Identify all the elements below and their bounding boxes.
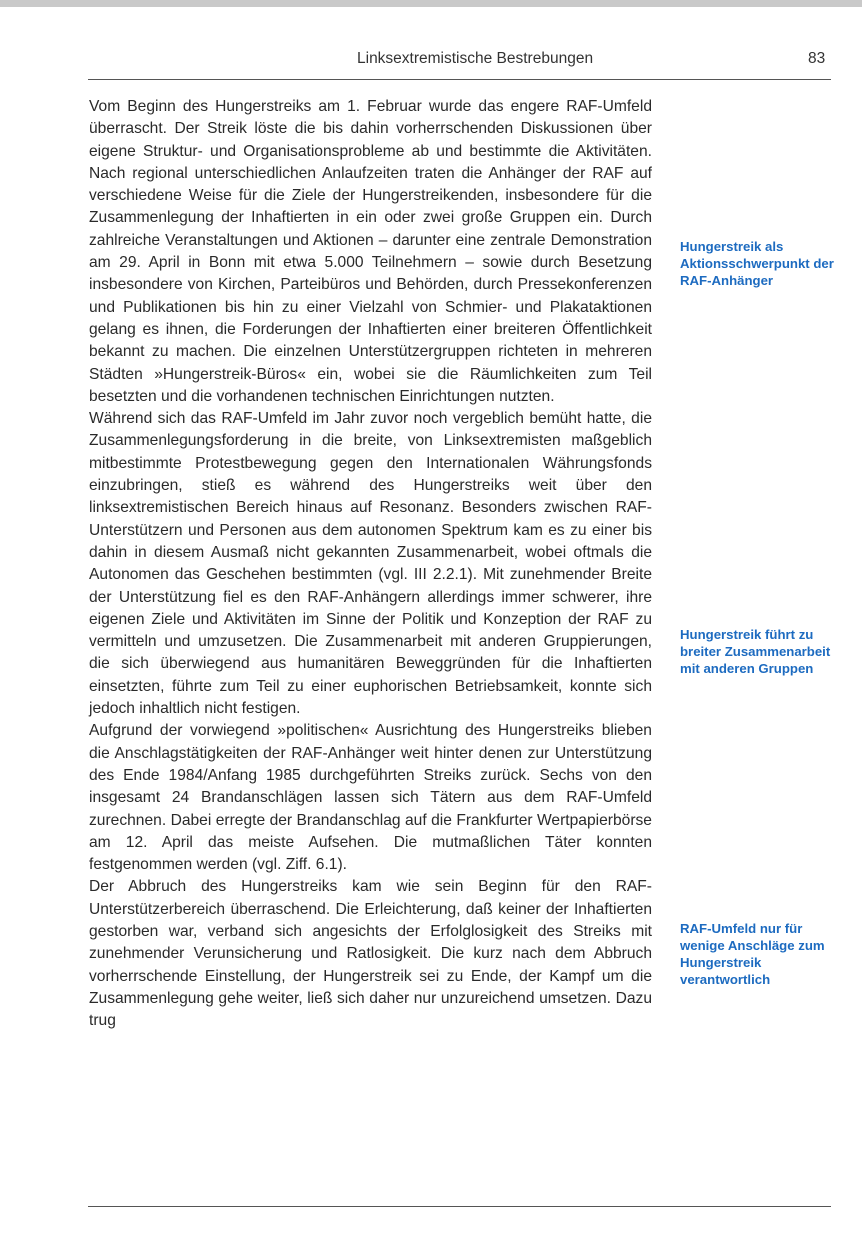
header-rule [88, 79, 831, 80]
running-title: Linksextremistische Bestrebungen [357, 50, 594, 67]
scan-edge [0, 0, 862, 7]
paragraph-4: Der Abbruch des Hungerstreiks kam wie sein Beginn für den RAF-Unterstützerbereich überraschend. Die Erleichterung, daß keiner der Inhaftierten gestorben war, verband sich angesichts der Erfolglosigkeit des Streiks mit zunehmender Verunsicherung und Ratlosigkeit. Die kurz nach dem Abbruch vorherrschende Einstellung, der Hungerstreik sei zu Ende, der Kampf um die Zusammenlegung gehe weiter, ließ sich daher nur unzureichend umsetzen. Dazu trug [89, 878, 652, 1030]
paragraph-2: Während sich das RAF-Umfeld im Jahr zuvor noch vergeblich bemüht hatte, die Zusammenlegungsforderung in die breite, von Linksextremisten maßgeblich mitbestimmte Protestbewegung gegen den Internationalen Währungsfonds einzubringen, stieß es während des Hungerstreiks weit über den linksextremistischen Bereich hinaus auf Resonanz. Besonders zwischen RAF-Unterstützern und Personen aus dem autonomen Spektrum kam es zu einer bis dahin in diesem Ausmaß nicht gekannten Zusammenarbeit, wobei oftmals die Autonomen das Geschehen bestimmten (vgl. III 2.2.1). Mit zunehmender Breite der Unterstützung fiel es den RAF-Anhängern allerdings immer schwerer, ihre eigenen Ziele und Aktivitäten im Sinne der Politik und Konzeption der RAF zu vermitteln und umzusetzen. Die Zusammenarbeit mit anderen Gruppierungen, die sich überwiegend aus humanitären Beweggründen für die Inhaftierten einsetzten, führte zum Teil zu einer euphorischen Betriebsamkeit, konnte sich jedoch inhaltlich nicht festigen. [89, 410, 652, 718]
body-text [89, 96, 652, 1032]
paragraph-1: Vom Beginn des Hungerstreiks am 1. Februar wurde das engere RAF-Umfeld überrascht. Der Streik löste die bis dahin vorherrschenden Diskussionen über eigene Struktur- und Organisationsprobleme ab und bestimmte die Aktivitäten. Nach regional unterschiedlichen Anlaufzeiten traten die Anhänger der RAF auf verschiedene Weise für die Ziele der Hungerstreikenden, insbesondere für die Zusammenlegung der Inhaftierten in ein oder zwei große Gruppen ein. Durch zahlreiche Veranstaltungen und Aktionen – darunter eine zentrale Demonstration am 29. April in Bonn mit etwa 5.000 Teilnehmern – sowie durch Besetzung insbesondere von Kirchen, Parteibüros und Behörden, durch Pressekonferenzen und Publikationen bis hin zu einer Vielzahl von Schmier- und Plakataktionen gelang es ihnen, die Forderungen der Inhaftierten einer breiteren Öffentlichkeit bekannt zu machen. Die einzelnen Unterstützergruppen richteten in mehreren Städten »Hungerstreik-Büros« ein, wobei sie die Räumlichkeiten zum Teil besetzten und die vorhandenen technischen Einrichtungen nutzten. [89, 98, 652, 405]
footer-rule [88, 1206, 831, 1207]
margin-note-zusammenarbeit: Hungerstreik führt zu breiter Zusammenarbeit mit anderen Gruppen [680, 627, 831, 676]
margin-note-anschlaege: RAF-Umfeld nur für wenige Anschläge zum Hungerstreik verantwortlich [680, 921, 825, 987]
page-number: 83 [808, 50, 826, 67]
paragraph-3: Aufgrund der vorwiegend »politischen« Ausrichtung des Hungerstreiks blieben die Anschlagstätigkeiten der RAF-Anhänger weit hinter denen zur Unterstützung des Ende 1984/Anfang 1985 durchgeführten Streiks zurück. Sechs von den insgesamt 24 Brandanschlägen lassen sich Tätern aus dem RAF-Umfeld zurechnen. Dabei erregte der Brandanschlag auf die Frankfurter Wertpapierbörse am 12. April das meiste Aufsehen. Die mutmaßlichen Täter konnten festgenommen werden (vgl. Ziff. 6.1). [89, 722, 652, 874]
margin-note-hungerstreik-aktionsschwerpunkt: Hungerstreik als Aktionsschwerpunkt der RAF-Anhänger [680, 239, 834, 288]
